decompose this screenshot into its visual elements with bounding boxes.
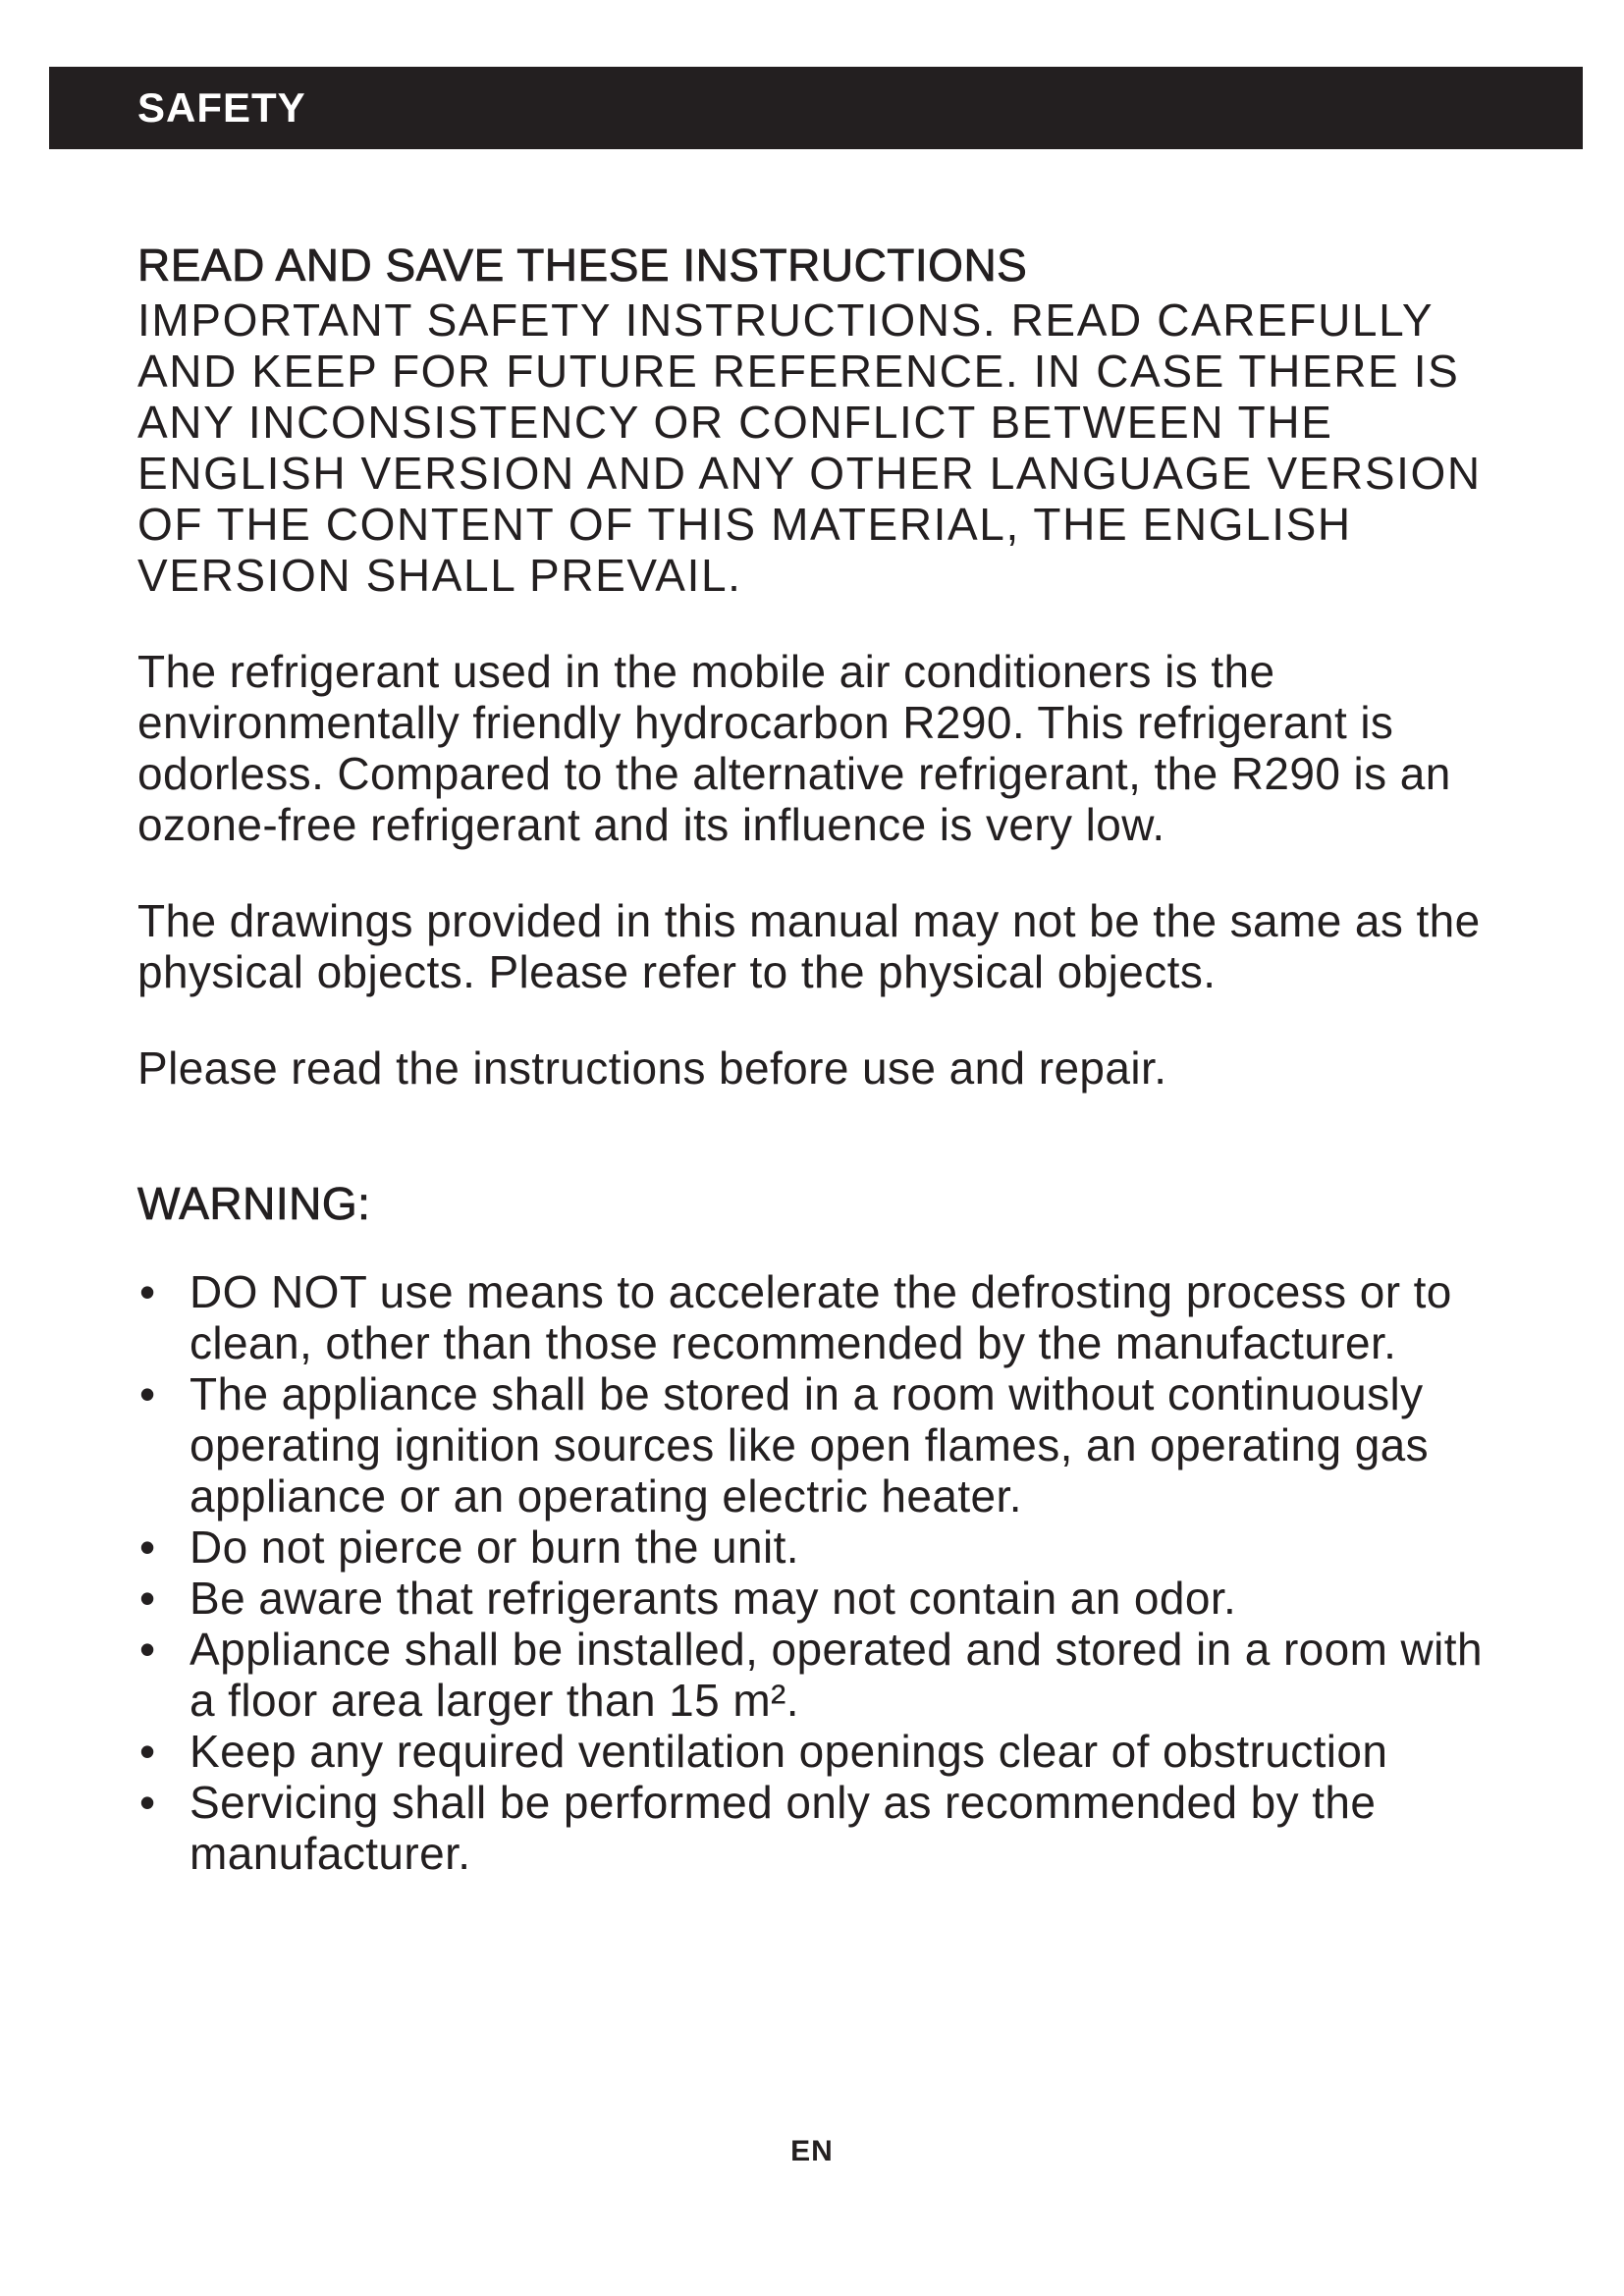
warning-item-text: Appliance shall be installed, operated and stored in a room with a floor area larger than 15 m². (189, 1624, 1483, 1726)
section-header-bar (49, 67, 1583, 149)
warning-list-item (137, 1573, 1512, 1624)
bullet-icon: • (139, 1522, 156, 1573)
language-footer: EN (790, 2135, 834, 2167)
warning-item-text: DO NOT use means to accelerate the defrosting process or to clean, other than those recommended by the manufacturer. (189, 1266, 1452, 1368)
warning-list-item (137, 1726, 1512, 1777)
warning-item-text: The appliance shall be stored in a room without continuously operating ignition sources like open flames, an operating gas appliance or an operating electric heater. (189, 1368, 1430, 1522)
read-instructions-paragraph: Please read the instructions before use and repair. (137, 1042, 1167, 1094)
warning-item-text: Servicing shall be performed only as recommended by the manufacturer. (189, 1777, 1377, 1879)
bullet-icon: • (139, 1573, 156, 1624)
warning-item-text: Be aware that refrigerants may not contain an odor. (189, 1573, 1237, 1624)
warning-item-text: Keep any required ventilation openings clear of obstruction (189, 1726, 1388, 1777)
bullet-icon: • (139, 1624, 156, 1675)
page-content (137, 236, 1512, 1879)
instructions-heading: READ AND SAVE THESE INSTRUCTIONS (137, 240, 1028, 291)
warning-list (137, 1266, 1512, 1879)
section-title: SAFETY (137, 84, 306, 131)
warning-heading: WARNING: (137, 1178, 371, 1229)
important-safety-paragraph: IMPORTANT SAFETY INSTRUCTIONS. READ CAREFULLY AND KEEP FOR FUTURE REFERENCE. IN CASE THERE IS ANY INCONSISTENCY OR CONFLICT BETWEEN THE ENGLISH VERSION AND ANY OTHER LANGUAGE VERSION OF THE CONTENT OF THIS MATERIAL, THE ENGLISH VERSION SHALL PREVAIL. (137, 294, 1482, 601)
warning-list-item (137, 1777, 1512, 1879)
warning-list-item (137, 1266, 1512, 1368)
bullet-icon: • (139, 1368, 156, 1419)
bullet-icon: • (139, 1777, 156, 1828)
warning-list-item (137, 1624, 1512, 1726)
bullet-icon: • (139, 1726, 156, 1777)
drawings-paragraph: The drawings provided in this manual may not be the same as the physical objects. Please refer to the physical objects. (137, 895, 1481, 997)
warning-list-item (137, 1368, 1512, 1522)
warning-list-item (137, 1522, 1512, 1573)
warning-item-text: Do not pierce or burn the unit. (189, 1522, 799, 1573)
bullet-icon: • (139, 1266, 156, 1317)
refrigerant-paragraph: The refrigerant used in the mobile air conditioners is the environmentally friendly hydrocarbon R290. This refrigerant is odorless. Compared to the alternative refrigerant, the R290 is an ozone-free refrigerant and its influence is very low. (137, 646, 1451, 850)
